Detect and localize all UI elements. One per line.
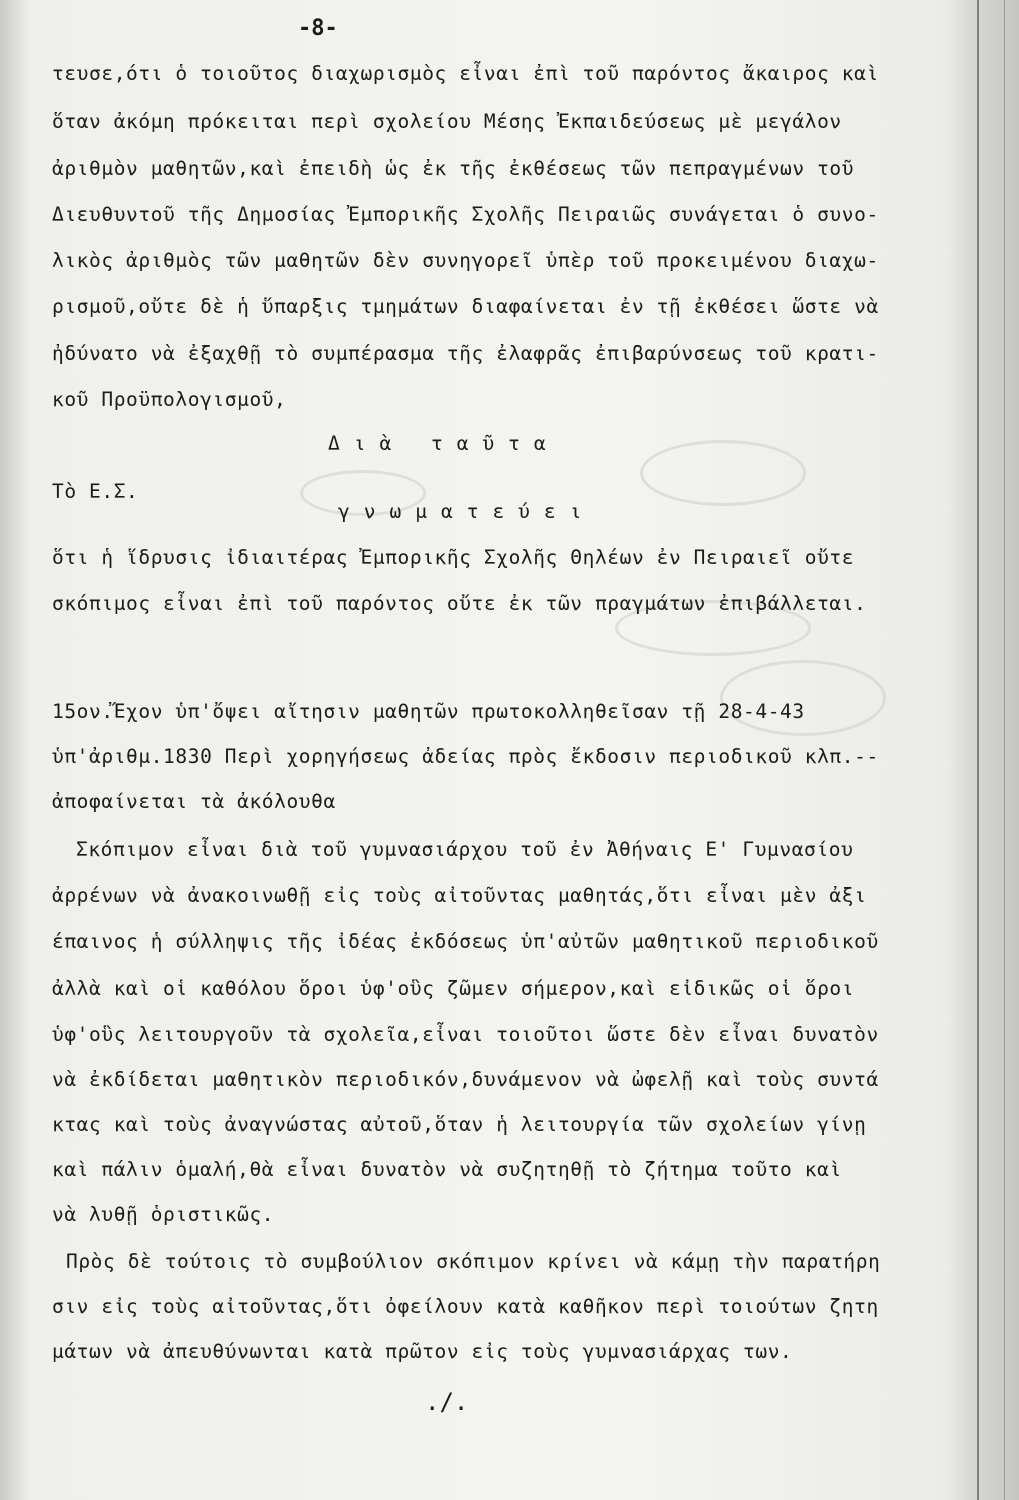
text-line: ὑπ'ἀριθμ.1830 Περὶ χορηγήσεως ἀδείας πρὸς ἔκδοσιν περιοδικοῦ κλπ.-- — [52, 745, 879, 768]
text-line: ἀριθμὸν μαθητῶν,καὶ ἐπειδὴ ὡς ἐκ τῆς ἐκθέσεως τῶν πεπραγμένων τοῦ — [52, 157, 855, 180]
text-line: ἀρρένων νὰ ἀνακοινωθῇ εἰς τοὺς αἰτοῦντας μαθητάς,ὅτι εἶναι μὲν ἀξι — [52, 884, 867, 907]
text-line: ἀλλὰ καὶ οἱ καθόλου ὅροι ὑφ'οὓς ζῶμεν σήμερον,καὶ εἰδικῶς οἱ ὅροι — [52, 977, 855, 1000]
text-line: Σκόπιμον εἶναι διὰ τοῦ γυμνασιάρχου τοῦ ἐν Ἀθήναις Ε' Γυμνασίου — [76, 838, 854, 861]
page-number: -8- — [298, 16, 338, 41]
bleed-through-signature — [720, 660, 886, 736]
text-line: νὰ λυθῇ ὁριστικῶς. — [52, 1203, 275, 1226]
text-line: νὰ ἐκδίδεται μαθητικὸν περιοδικόν,δυνάμενον νὰ ὠφελῇ καὶ τοὺς συντά — [52, 1068, 879, 1091]
text-line: ἠδύνατο νὰ ἐξαχθῇ τὸ συμπέρασμα τῆς ἐλαφρᾶς ἐπιβαρύνσεως τοῦ κρατι- — [52, 342, 879, 365]
text-line: ρισμοῦ,οὔτε δὲ ἡ ὕπαρξις τμημάτων διαφαίνεται ἐν τῇ ἐκθέσει ὥστε νὰ — [52, 295, 879, 318]
page-edge-line-outer — [1004, 0, 1005, 1500]
text-line: έπαινος ἡ σύλληψις τῆς ἰδέας ἐκδόσεως ὑπ'αὐτῶν μαθητικοῦ περιοδικοῦ — [52, 930, 879, 953]
text-line: Διευθυντοῦ τῆς Δημοσίας Ἐμπορικῆς Σχολῆς Πειραιῶς συνάγεται ὁ συνο- — [52, 203, 879, 226]
closing-mark: ./. — [425, 1388, 469, 1416]
text-line: μάτων νὰ ἀπευθύνωνται κατὰ πρῶτον εἰς τοὺς γυμνασιάρχας των. — [52, 1340, 793, 1363]
text-line: σιν εἰς τοὺς αἰτοῦντας,ὅτι ὀφείλουν κατὰ καθῆκον περὶ τοιούτων ζητη — [52, 1295, 879, 1318]
text-line: σκόπιμος εἶναι ἐπὶ τοῦ παρόντος οὔτε ἐκ τῶν πραγμάτων ἐπιβάλλεται. — [52, 592, 867, 615]
section-heading: Διὰ ταῦτα — [328, 432, 560, 455]
text-line: κτας καὶ τοὺς ἀναγνώστας αὐτοῦ,ὅταν ἡ λειτουργία τῶν σχολείων γίνῃ — [52, 1113, 867, 1136]
decision-verb: γνωματεύει — [338, 500, 596, 523]
text-line: Πρὸς δὲ τούτοις τὸ συμβούλιον σκόπιμον κρίνει νὰ κάμῃ τὴν παρατήρη — [66, 1250, 881, 1273]
bleed-through-signature — [640, 440, 806, 506]
text-line: καὶ πάλιν ὁμαλή,θὰ εἶναι δυνατὸν νὰ συζητηθῇ τὸ ζήτημα τοῦτο καὶ — [52, 1158, 842, 1181]
text-line: λικὸς ἀριθμὸς τῶν μαθητῶν δὲν συνηγορεῖ ὑπὲρ τοῦ προκειμένου διαχω- — [52, 249, 879, 272]
text-line: ὑφ'οὓς λειτουργοῦν τὰ σχολεῖα,εἶναι τοιοῦτοι ὥστε δὲν εἶναι δυνατὸν — [52, 1023, 879, 1046]
text-line: τευσε,ότι ὁ τοιοῦτος διαχωρισμὸς εἶναι ἐπὶ τοῦ παρόντος ἄκαιρος καὶ — [52, 62, 879, 85]
body-label: Τὸ Ε.Σ. — [52, 480, 139, 503]
text-line: ὅταν ἀκόμη πρόκειται περὶ σχολείου Μέσης Ἐκπαιδεύσεως μὲ μεγάλον — [52, 110, 842, 133]
text-line: ὅτι ἡ ἵδρυσις ἰδιαιτέρας Ἐμπορικῆς Σχολῆς Θηλέων ἐν Πειραιεῖ οὔτε — [52, 546, 855, 569]
item-heading-line: 15ον.Ἔχον ὑπ'ὄψει αἴτησιν μαθητῶν πρωτοκολληθεῖσαν τῇ 28-4-43 — [52, 700, 805, 723]
page-edge-line — [977, 0, 979, 1500]
text-line: κοῦ Προϋπολογισμοῦ, — [52, 388, 287, 411]
text-line: ἀποφαίνεται τὰ ἀκόλουθα — [52, 790, 336, 813]
